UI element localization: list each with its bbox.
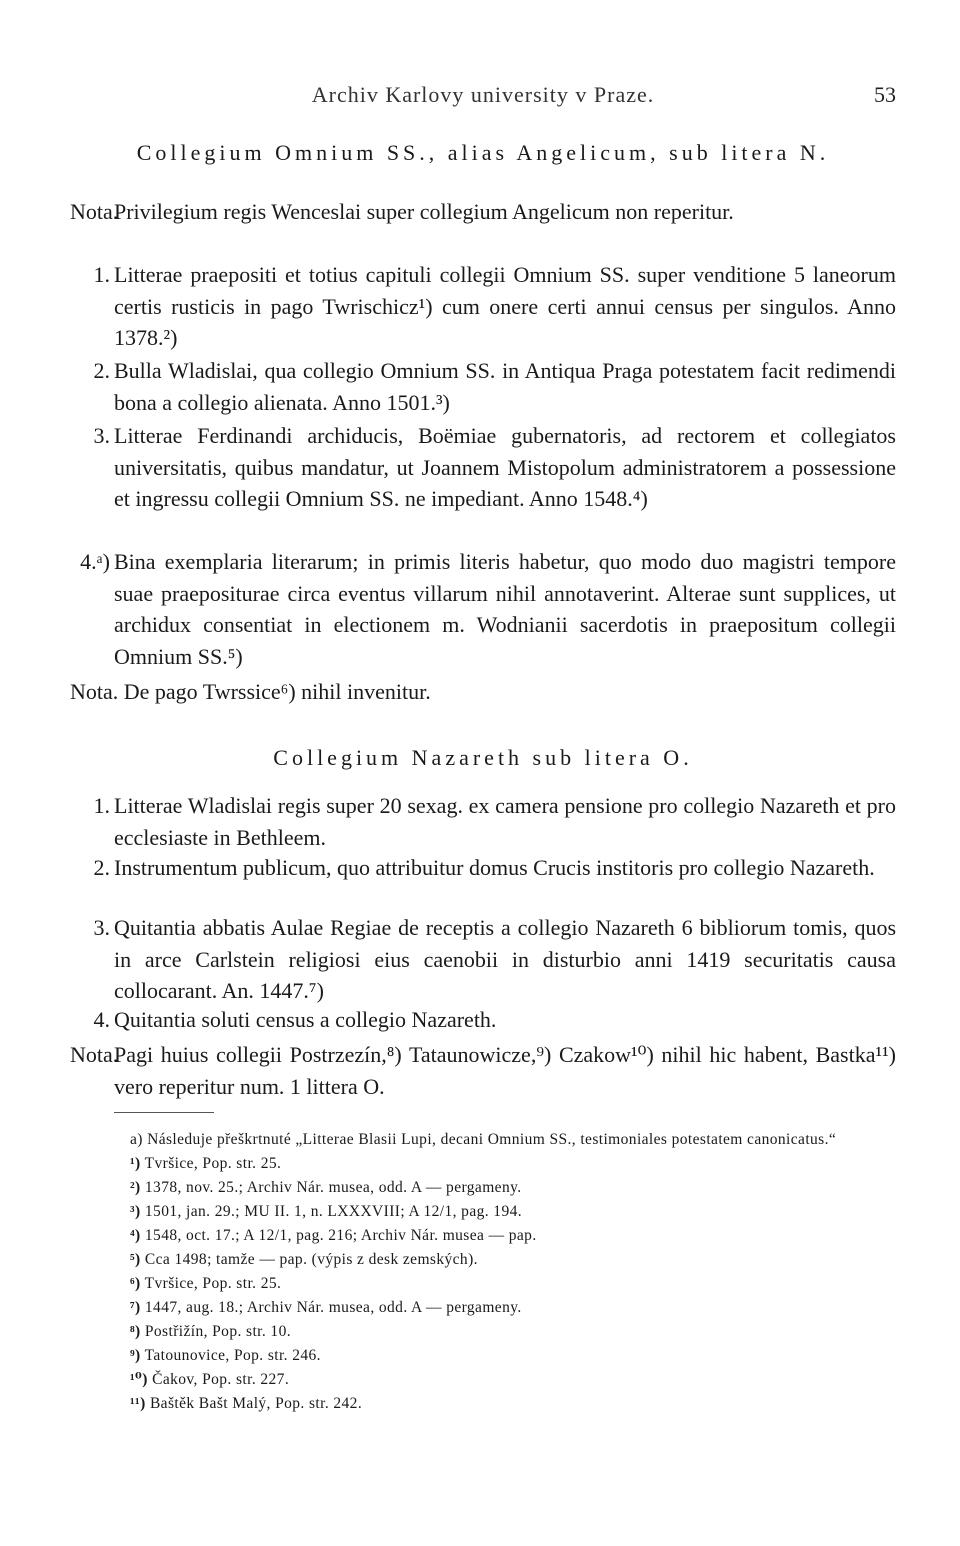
entry-nazareth-1 <box>70 790 896 853</box>
page-number: 53 <box>874 82 896 107</box>
footnote-mark: ⁴) <box>130 1227 141 1244</box>
entry-omnium-3 <box>70 420 896 515</box>
footnote-text: Postřižín, Pop. str. 10. <box>144 1323 291 1340</box>
footnote-6 <box>70 1272 896 1296</box>
footnote-mark: ²) <box>130 1179 141 1196</box>
footnote-mark: ¹¹) <box>130 1395 146 1412</box>
footnote-10 <box>70 1368 896 1392</box>
nota-text: De pago Twrssice⁶) nihil invenitur. <box>123 679 431 704</box>
nota-label: Nota. <box>70 1042 119 1067</box>
footnote-text: 1447, aug. 18.; Archiv Nár. musea, odd. A — pergameny. <box>144 1299 522 1316</box>
footnote-9 <box>70 1344 896 1368</box>
footnote-text: Tatounovice, Pop. str. 246. <box>144 1347 321 1364</box>
footnote-text: 1548, oct. 17.; A 12/1, pag. 216; Archiv Nár. musea — pap. <box>144 1227 537 1244</box>
footnote-3 <box>70 1200 896 1224</box>
entry-number: 2. <box>93 358 110 383</box>
nota-text: Pagi huius collegii Postrzezín,⁸) Tataunowicze,⁹) Czakow¹⁰) nihil hic habent, Bastka¹¹) vero reperitur num. 1 littera O. <box>114 1042 896 1099</box>
footnote-mark: ⁸) <box>130 1323 141 1340</box>
footnote-mark: ⁶) <box>130 1275 141 1292</box>
entry-text: Bulla Wladislai, qua collegio Omnium SS. in Antiqua Praga potestatem facit redimendi bona a collegio alienata. Anno 1501.³) <box>114 358 896 415</box>
entry-number: 1. <box>93 262 110 287</box>
entry-text: Instrumentum publicum, quo attribuitur domus Crucis institoris pro collegio Nazareth. <box>114 855 875 880</box>
footnote-7 <box>70 1296 896 1320</box>
entry-text: Quitantia abbatis Aulae Regiae de receptis a collegio Nazareth 6 bibliorum tomis, quos in arce Carlstein religiosi eius caenobii in disturbio anni 1419 securitatis causa collocarant. An. 1447.⁷) <box>114 915 896 1003</box>
footnote-2 <box>70 1176 896 1200</box>
entry-nazareth-3 <box>70 912 896 1007</box>
footnote-separator <box>114 1112 214 1113</box>
entry-text: Litterae praepositi et totius capituli collegii Omnium SS. super venditione 5 laneorum certis rusticis in pago Twrischicz¹) cum onere certi annui census per singulos. Anno 1378.²) <box>114 262 896 350</box>
entry-omnium-4 <box>70 546 896 672</box>
nota-label: Nota. <box>70 679 119 704</box>
running-head-title: Archiv Karlovy university v Praze. <box>311 82 655 107</box>
footnote-mark: ¹⁰) <box>130 1371 148 1388</box>
entry-number: 1. <box>93 793 110 818</box>
footnote-text: Čakov, Pop. str. 227. <box>152 1371 290 1388</box>
footnote-a: a) Následuje přeškrtnuté „Litterae Blasii Lupi, decani Omnium SS., testimoniales potestatem canonicatus.“ <box>130 1131 837 1148</box>
entry-text: Litterae Wladislai regis super 20 sexag. ex camera pensione pro collegio Nazareth et pro ecclesiaste in Bethleem. <box>114 793 896 850</box>
entry-text: Quitantia soluti census a collegio Nazareth. <box>114 1007 497 1032</box>
entry-omnium-1 <box>70 259 896 354</box>
footnote-text: Tvršice, Pop. str. 25. <box>144 1275 282 1292</box>
footnote-11 <box>70 1392 896 1416</box>
entry-number: 3. <box>93 423 110 448</box>
footnote-5 <box>70 1248 896 1272</box>
nota-twrssice <box>70 676 896 708</box>
footnote-mark: ⁹) <box>130 1347 141 1364</box>
entry-text: Litterae Ferdinandi archiducis, Boëmiae gubernatoris, ad rectorem et collegiatos universitatis, quibus mandatur, ut Joannem Mistopolum administratorem a possessione et ingressu collegii Omnium SS. ne impediant. Anno 1548.⁴) <box>114 423 896 511</box>
entry-text: Bina exemplaria literarum; in primis literis habetur, quo modo duo magistri tempore suae praepositurae circa eventus villarum nihil annotaverint. Alterae sunt supplices, ut archidux consentiat in electionem m. Wodnianii sacerdotis in praepositum collegii Omnium SS.⁵) <box>114 549 896 669</box>
entry-nazareth-2 <box>70 852 896 884</box>
footnote-text: Baštěk Bašt Malý, Pop. str. 242. <box>149 1395 363 1412</box>
footnote-4 <box>70 1224 896 1248</box>
footnote-text: 1378, nov. 25.; Archiv Nár. musea, odd. A — pergameny. <box>144 1179 522 1196</box>
nota-text: Privilegium regis Wenceslai super collegium Angelicum non reperitur. <box>114 199 734 224</box>
footnote-1 <box>70 1152 896 1176</box>
entry-number: 4.ᵃ) <box>80 549 110 574</box>
section-title-nazareth: Collegium Nazareth sub litera O. <box>273 745 693 770</box>
footnote-mark: ⁷) <box>130 1299 141 1316</box>
entry-number: 2. <box>93 855 110 880</box>
entry-omnium-2 <box>70 355 896 418</box>
entry-number: 3. <box>93 915 110 940</box>
footnote-text: Cca 1498; tamže — pap. (výpis z desk zemských). <box>144 1251 478 1268</box>
entry-nazareth-4 <box>70 1004 896 1036</box>
footnote-8 <box>70 1320 896 1344</box>
nota-label: Nota. <box>70 199 119 224</box>
section-title-omnium: Collegium Omnium SS., alias Angelicum, sub litera N. <box>136 140 830 165</box>
entry-number: 4. <box>93 1007 110 1032</box>
footnote-mark: ⁵) <box>130 1251 141 1268</box>
footnote-text: Tvršice, Pop. str. 25. <box>144 1155 282 1172</box>
nota-pagi <box>70 1039 896 1102</box>
footnote-mark: ³) <box>130 1203 141 1220</box>
footnote-mark: ¹) <box>130 1155 141 1172</box>
nota-privilegium <box>70 196 896 228</box>
footnote-text: 1501, jan. 29.; MU II. 1, n. LXXXVIII; A 12/1, pag. 194. <box>144 1203 523 1220</box>
running-head <box>70 82 896 110</box>
footnotes <box>70 1128 896 1416</box>
